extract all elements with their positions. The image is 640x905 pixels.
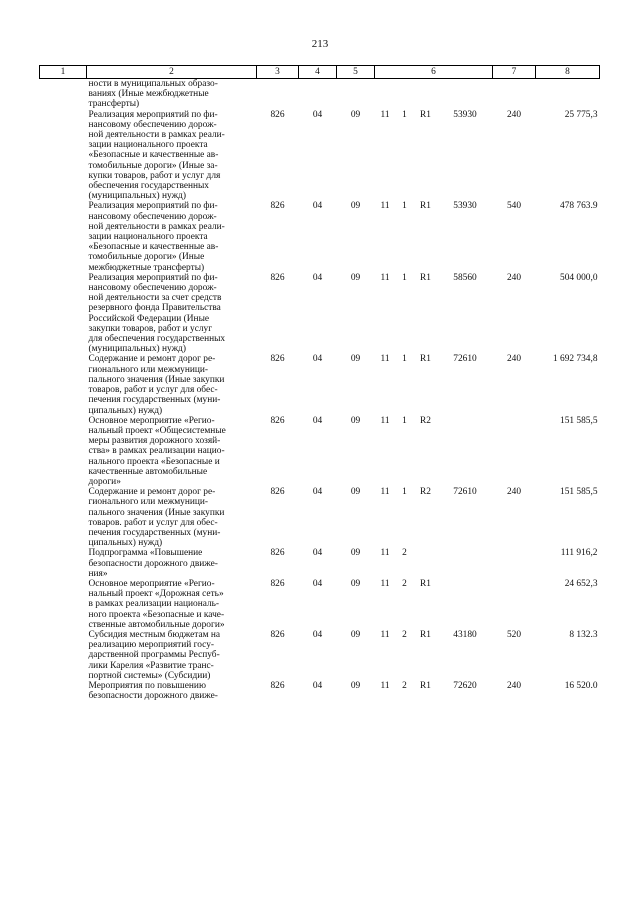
expense-type-cell [493,548,536,579]
table-row [40,273,600,355]
project-code-cell [414,79,438,110]
number-cell [40,79,87,110]
section-cell: 04 [312,354,323,365]
item-name-cell: Основное мероприятие «Регио- нальный проект «Общесистемные меры развития дорожного хозяй- ства» в рамках реализации нацио- нального проекта «Безопасные и качественные автомобильные дороги» [88,415,226,487]
expense-type-cell: 520 [506,629,522,640]
section-cell: 04 [312,548,323,559]
subsection-cell: 09 [350,578,361,589]
subprogram-code-cell: 1 [402,415,407,426]
program-code-cell: 11 [380,548,390,559]
number-cell [40,630,87,681]
amount-cell [536,79,600,110]
subsection-cell: 09 [350,109,361,120]
number-cell [40,273,87,355]
subsection-cell: 09 [350,487,361,498]
gov-code-cell: 826 [270,548,285,559]
table-row [40,630,600,681]
item-name-cell: Содержание и ремонт дорог ре- гионального или межмуници- пального значения (Иные закупки товаров, работ и услуг для обес- печения государственных (муни- ципальных) нужд) [88,354,225,416]
program-code-cell: 11 [380,578,390,589]
gov-code-cell: 826 [270,629,285,640]
table-row [40,548,600,579]
amount-cell: 8 132.3 [569,629,598,640]
table-row [40,579,600,630]
direction-code-cell: 58560 [453,272,477,283]
table-row [40,79,600,110]
direction-code-cell [438,548,493,579]
project-code-cell: R1 [420,272,431,283]
amount-cell: 151 585,5 [560,487,598,498]
item-name-cell: Основное мероприятие «Регио- нальный проект «Дорожная сеть» в рамках реализации националь- ного проекта «Безопасные и каче- ственные автомобильные дороги» [88,578,225,630]
program-code-cell: 11 [380,109,390,120]
number-cell [40,681,87,701]
amount-cell: 478 763.9 [560,201,598,212]
direction-code-cell [438,579,493,630]
section-cell: 04 [312,680,323,691]
item-name-cell: ности в муниципальных образо- ваниях (Иные межбюджетные трансферты) [88,79,218,110]
section-cell: 04 [312,272,323,283]
item-name-cell: Реализация мероприятий по фи- нансовому обеспечению дорож- ной деятельности в рамках реали- зации национального проекта «Безопасные и качественные ав- томобильные дороги» (Иные за- купки товаров, работ и услуг для обеспечения государственных (муниципальных) нужд) [88,109,225,202]
project-code-cell: R2 [420,487,431,498]
number-cell [40,110,87,202]
program-code-cell: 11 [380,680,390,691]
header-col-5: 5 [337,66,375,79]
direction-code-cell: 43180 [453,629,477,640]
header-col-7: 7 [493,66,536,79]
subprogram-code-cell: 2 [402,578,407,589]
number-cell [40,354,87,415]
table-row [40,201,600,272]
section-cell: 04 [312,629,323,640]
header-col-8: 8 [536,66,600,79]
subprogram-code-cell: 1 [402,272,407,283]
amount-cell: 504 000,0 [560,272,598,283]
table-header-row [40,66,600,79]
expense-type-cell: 540 [506,201,522,212]
program-code-cell [375,79,396,110]
amount-cell: 25 775,3 [564,109,598,120]
amount-cell: 111 916,2 [560,548,598,559]
expense-type-cell [493,416,536,487]
number-cell [40,416,87,487]
section-cell: 04 [312,201,323,212]
item-name-cell: Субсидия местным бюджетам на реализацию мероприятий госу- дарственной программы Респуб- лики Карелия «Развитие транс- портной системы» (Субсидии) [88,629,221,681]
subsection-cell: 09 [350,354,361,365]
header-col-3: 3 [257,66,299,79]
expense-type-cell: 240 [506,272,522,283]
direction-code-cell [438,79,493,110]
table-row [40,416,600,487]
subprogram-code-cell: 1 [402,109,407,120]
subsection-cell: 09 [350,415,361,426]
header-col-4: 4 [299,66,337,79]
direction-code-cell [438,416,493,487]
project-code-cell [414,548,438,579]
subsection-cell: 09 [350,629,361,640]
expense-type-cell: 240 [506,109,522,120]
section-cell: 04 [312,109,323,120]
program-code-cell: 11 [380,415,390,426]
table-row [40,110,600,202]
amount-cell: 16 520.0 [564,680,598,691]
page-number: 213 [311,38,329,50]
subsection-cell: 09 [350,201,361,212]
project-code-cell: R1 [420,629,431,640]
program-code-cell: 11 [380,487,390,498]
project-code-cell: R1 [420,354,431,365]
header-col-6: 6 [375,66,493,79]
expense-type-cell [493,579,536,630]
direction-code-cell: 72620 [453,680,477,691]
project-code-cell: R1 [420,680,431,691]
gov-code-cell: 826 [270,272,285,283]
subsection-cell: 09 [350,272,361,283]
expense-type-cell: 240 [506,487,522,498]
table-body [40,79,600,702]
item-name-cell: Реализация мероприятий по фи- нансовому обеспечению дорож- ной деятельности за счет средств резервного фонда Правительства Российской Федерации (Иные закупки товаров, работ и услуг для обеспечения государственных (муниципальных) нужд) [88,272,226,355]
subprogram-code-cell [396,79,414,110]
table-row [40,487,600,548]
subprogram-code-cell: 1 [402,354,407,365]
expense-type-cell: 240 [506,354,522,365]
item-name-cell: Реализация мероприятий по фи- нансовому обеспечению дорож- ной деятельности в рамках реали- зации национального проекта «Безопасные и качественные ав- томобильные дороги» (Иные межбюджетные трансферты) [88,201,225,273]
subsection-cell [337,79,375,110]
direction-code-cell: 72610 [453,487,477,498]
gov-code-cell: 826 [270,109,285,120]
table-row [40,354,600,415]
subprogram-code-cell: 2 [402,680,407,691]
project-code-cell: R1 [420,578,431,589]
section-cell [299,79,337,110]
gov-code-cell: 826 [270,680,285,691]
subsection-cell: 09 [350,680,361,691]
gov-code-cell: 826 [270,415,285,426]
section-cell: 04 [312,487,323,498]
project-code-cell: R1 [420,201,431,212]
item-name-cell: Подпрограмма «Повышение безопасности дорожного движе- ния» [88,548,218,579]
amount-cell: 1 692 734,8 [552,354,598,365]
subsection-cell: 09 [350,548,361,559]
number-cell [40,548,87,579]
program-code-cell: 11 [380,272,390,283]
budget-table [39,65,600,701]
subprogram-code-cell: 1 [402,487,407,498]
expense-type-cell: 240 [506,680,522,691]
project-code-cell: R2 [420,415,431,426]
item-name-cell: Содержание и ремонт дорог ре- гионального или межмуници- пального значения (Иные закупки товаров. работ и услуг для обес- печения государственных (муни- ципальных) нужд) [88,487,225,549]
header-col-2: 2 [87,66,257,79]
number-cell [40,579,87,630]
section-cell: 04 [312,578,323,589]
program-code-cell: 11 [380,629,390,640]
amount-cell: 24 652,3 [564,578,598,589]
direction-code-cell: 53930 [453,109,477,120]
direction-code-cell: 53930 [453,201,477,212]
gov-code-cell: 826 [270,354,285,365]
gov-code-cell: 826 [270,201,285,212]
number-cell [40,201,87,272]
expense-type-cell [493,79,536,110]
direction-code-cell: 72610 [453,354,477,365]
program-code-cell: 11 [380,354,390,365]
gov-code-cell [257,79,299,110]
subprogram-code-cell: 2 [402,548,407,559]
project-code-cell: R1 [420,109,431,120]
section-cell: 04 [312,415,323,426]
gov-code-cell: 826 [270,578,285,589]
item-name-cell: Мероприятия по повышению безопасности дорожного движе- [88,680,218,702]
header-col-1: 1 [40,66,87,79]
subprogram-code-cell: 1 [402,201,407,212]
number-cell [40,487,87,548]
amount-cell: 151 585,5 [560,415,598,426]
subprogram-code-cell: 2 [402,629,407,640]
program-code-cell: 11 [380,201,390,212]
gov-code-cell: 826 [270,487,285,498]
table-row [40,681,600,701]
